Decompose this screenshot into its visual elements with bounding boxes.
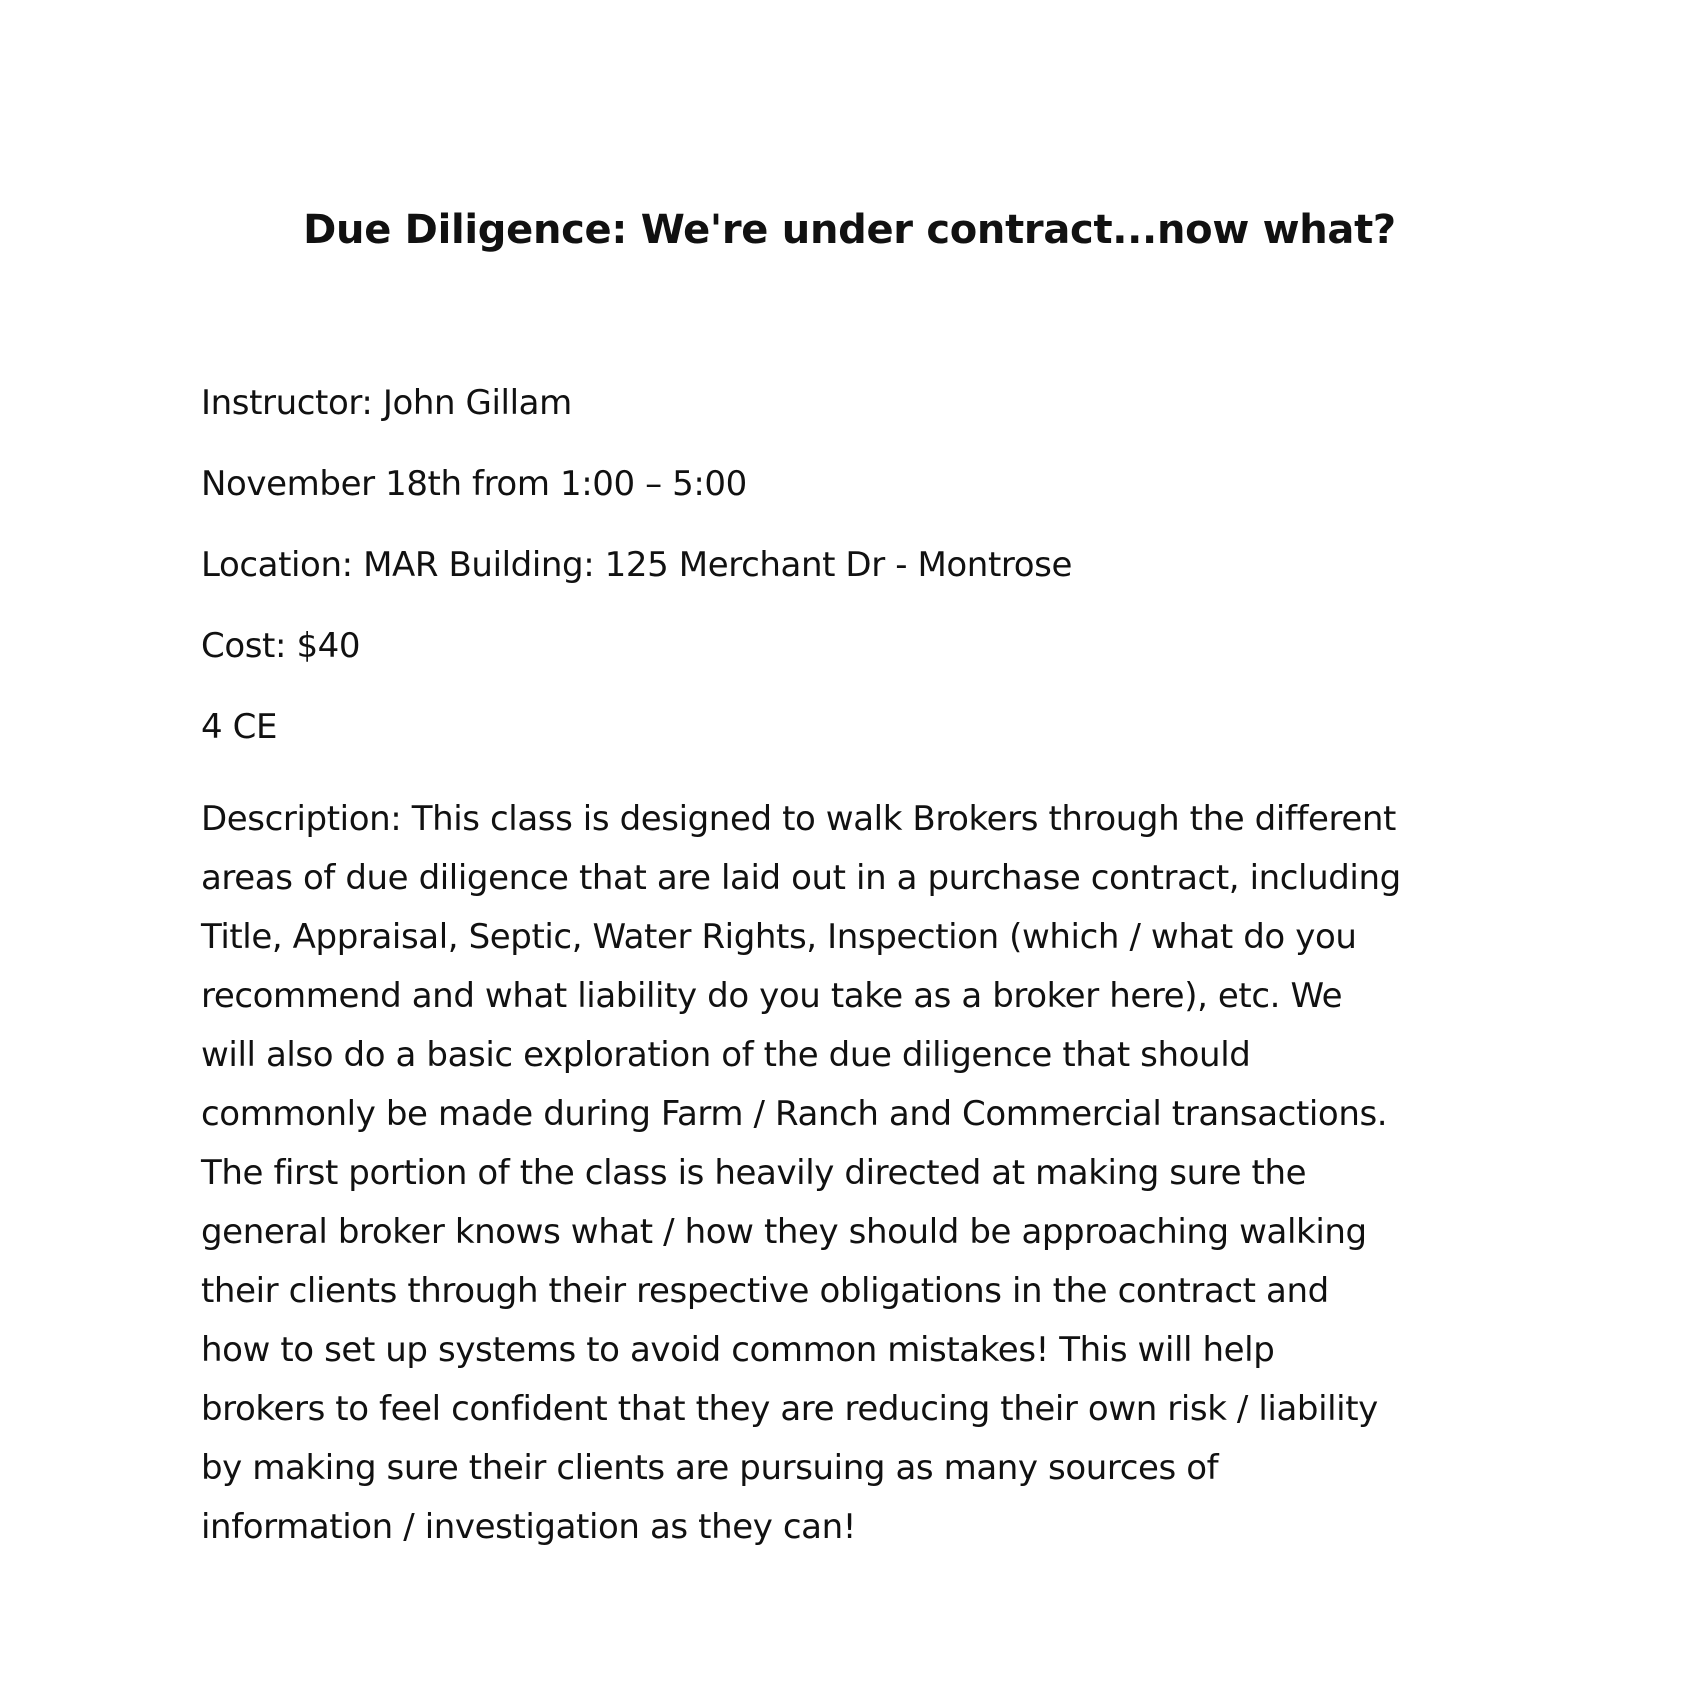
description-line: by making sure their clients are pursuing as many sources of: [201, 1448, 1219, 1488]
description-line: areas of due diligence that are laid out in a purchase contract, including: [201, 858, 1401, 898]
location-line: Location: MAR Building: 125 Merchant Dr - Montrose: [201, 545, 1072, 585]
description-line: brokers to feel confident that they are reducing their own risk / liability: [201, 1389, 1378, 1429]
description-line: The first portion of the class is heavily directed at making sure the: [201, 1153, 1307, 1193]
description-line: how to set up systems to avoid common mistakes! This will help: [201, 1330, 1275, 1370]
instructor-line: Instructor: John Gillam: [201, 383, 572, 423]
description-line: Description: This class is designed to walk Brokers through the different: [201, 799, 1396, 839]
description-paragraph: [201, 790, 1511, 1557]
description-line: commonly be made during Farm / Ranch and Commercial transactions.: [201, 1094, 1388, 1134]
description-line: their clients through their respective obligations in the contract and: [201, 1271, 1329, 1311]
description-line: general broker knows what / how they should be approaching walking: [201, 1212, 1367, 1252]
description-line: will also do a basic exploration of the due diligence that should: [201, 1035, 1251, 1075]
cost-line: Cost: $40: [201, 626, 361, 666]
description-line: information / investigation as they can!: [201, 1507, 856, 1547]
description-line: Title, Appraisal, Septic, Water Rights, Inspection (which / what do you: [201, 917, 1357, 957]
page-title: Due Diligence: We're under contract...now what?: [303, 207, 1396, 253]
date-time-line: November 18th from 1:00 – 5:00: [201, 464, 747, 504]
credits-line: 4 CE: [201, 707, 278, 747]
description-line: recommend and what liability do you take as a broker here), etc. We: [201, 976, 1343, 1016]
